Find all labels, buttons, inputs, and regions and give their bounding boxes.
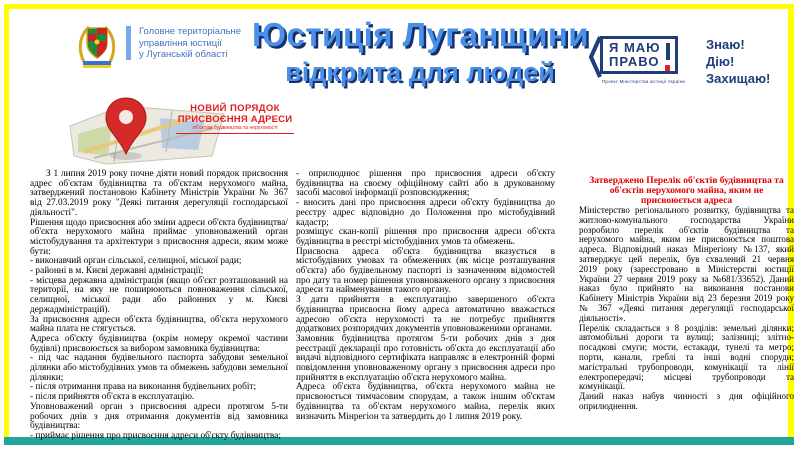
paragraph: Адреса об'єкту будівництва (окрім номеру окремої частини будівлі) присвоюється за вибором замовника будівництва: xyxy=(30,333,288,354)
imp-line2: ПРАВО xyxy=(609,54,660,69)
paragraph: Даний наказ набув чинності з дня офіційного оприлюднення. xyxy=(579,391,794,411)
paragraph: розміщує скан-копії рішення про присвоєння адреси об'єкта будівництва в реєстрі містобудівних умов та обмежень. xyxy=(296,227,555,247)
border-left xyxy=(4,4,9,438)
column-2 xyxy=(296,170,555,422)
paragraph: - районні в м. Києві державні адміністрації; xyxy=(30,266,204,277)
imp-slogan xyxy=(706,36,770,87)
imp-logo-box xyxy=(600,36,678,74)
section-heading: Затверджено Перелік об'єктів будівництва та об'єктів нерухомого майна, яким не присвоюється адреса xyxy=(589,176,784,206)
coat-of-arms-icon xyxy=(76,22,118,70)
paragraph: Перелік складається з 8 розділів: земельні ділянки; автомобільні дороги та вулиці; залізниці; злітно-посадкові смуги; мости, естакади, тунелі та метро; порти, канали, греблі та інші водні споруди; магістральні трубопроводи, комунікації та лінії електропередачі; місцеві трубопроводи та комунікації. xyxy=(579,322,794,392)
banner-line1: НОВИЙ ПОРЯДОК xyxy=(190,103,280,114)
paragraph: З 1 липня 2019 року почне діяти новий порядок присвоєння адрес об'єктам будівництва та об'єктам нерухомого майна, затверджений постановою Кабінету Міністрів України № 367 від 27.03.2019 року "Деякі питання дерегуляції господарської діяльності". xyxy=(30,169,288,218)
org-logo-block xyxy=(76,22,241,70)
paragraph: - місцева державна адміністрація (якщо об'єкт розташований на території, на яку не поширюються повноваження сільської, селищної, міської ради або районних у м. Києві держадміністрацій). xyxy=(30,275,288,315)
paragraph: Адреса об'єкта будівництва, об'єкта нерухомого майна не присвоюється тимчасовим спорудам, а також іншим об'єктам будівництва та об'єктам нерухомого майна, перелік яких визначить Мінрегіон та затвердить до 1 липня 2019 року. xyxy=(296,382,555,422)
title-block xyxy=(252,16,588,88)
org-name-line2: управління юстиції xyxy=(139,37,222,49)
imp-caption: Проект Міністерства юстиції України xyxy=(602,79,686,84)
paragraph: Присвоєна адреса об'єкта будівництва вказується в містобудівних умовах та обмеженнях (як місце розташування об'єкта) або будівельному паспорті із зазначенням відомостей про дату та номер рішення уповноваженого органу з присвоєння адреси та найменування такого органу. xyxy=(296,246,555,296)
page-subtitle: відкрита для людей xyxy=(285,57,555,87)
column-3 xyxy=(579,176,794,412)
paragraph: - вносить дані про присвоєння адреси об'єкту будівництва до реєстру адрес відповідно до Положення про містобудівний кадастр; xyxy=(296,198,555,228)
paragraph: Замовник будівництва протягом 5-ти робочих днів з дня реєстрації декларації про готовність об'єкта до експлуатації або видачі відповідного сертифіката направляє в електронній формі повідомлення уповноваженому органу з присвоєння адреси про прийняття в експлуатацію об'єкта нерухомого майна. xyxy=(296,333,555,383)
paragraph: - під час надання будівельного паспорта забудови земельної ділянки або містобудівних умов та обмежень забудови земельної ділянки; xyxy=(30,353,288,383)
paragraph: - виконавчий орган сільської, селищної, міської ради; xyxy=(30,256,242,267)
paragraph: - приймає рішення про присвоєння адреси об'єкту будівництва; xyxy=(30,430,281,441)
imp-line1: Я МАЮ xyxy=(609,40,661,55)
border-top xyxy=(4,4,794,9)
paragraph: Міністерство регіонального розвитку, будівництва та житлово-комунального господарства України розробило перелік об'єктів будівництва та нерухомого майна, яким не присвоюється поштова адреса. Відповідний наказ Мінрегіону №137, який затверджує цей перелік, був схвалений 21 червня 2019 року (зареєстровано в Міністерстві юстиції України 27 червня 2019 року за №681/33652). Даний наказ було прийнято на виконання постанови Кабінету Міністрів України від 23 березня 2019 року № 367 «Деякі питання дерегуляції господарської діяльності». xyxy=(579,205,794,323)
logo-divider xyxy=(126,26,131,60)
page-title: Юстиція Луганщини xyxy=(252,16,590,53)
slogan-line1: Знаю! xyxy=(706,37,745,52)
paragraph: - після отримання права на виконання будівельних робіт; xyxy=(30,382,257,393)
paragraph: - після прийняття об'єкта в експлуатацію. xyxy=(30,392,195,403)
column-1 xyxy=(30,170,288,442)
i-have-a-right-logo xyxy=(590,36,771,86)
org-name-line3: у Луганській області xyxy=(139,49,228,60)
org-name xyxy=(139,22,241,61)
paragraph: З дати прийняття в експлуатацію завершеного об'єкта будівництва присвоєна йому адреса автоматично вважається адресою об'єкта нерухомості та не потребує прийняття додаткових розпорядчих документів уповноваженими органами. xyxy=(296,295,555,335)
org-name-line1: Головне територіальне xyxy=(139,26,242,37)
slogan-line3: Захищаю! xyxy=(706,71,771,86)
paragraph: За присвоєння адреси об'єкта будівництва, об'єкта нерухомого майна плата не стягується. xyxy=(30,314,288,335)
banner-text xyxy=(176,103,294,134)
banner-line2: ПРИСВОЄННЯ АДРЕСИ xyxy=(177,114,293,125)
slogan-line2: Дію! xyxy=(706,54,735,69)
banner-line3: об'єктам будівництва та нерухомості xyxy=(176,125,294,134)
exclamation-icon xyxy=(666,43,670,60)
paragraph: - оприлюднює рішення про присвоєння адреси об'єкту будівництва на своєму офіційному сайті або в друкованому засобі масової інформації розповсюдження; xyxy=(296,169,555,199)
paragraph: Рішення щодо присвоєння або зміни адреси об'єкта будівництва/об'єкта нерухомого майна приймає уповноважений орган містобудування та архітектури з присвоєння адреси, яким може бути: xyxy=(30,217,288,257)
exclamation-dot-icon xyxy=(665,65,670,71)
paragraph: Уповноважений орган з присвоєння адреси протягом 5-ти робочих днів з дня отримання документів від замовника будівництва: xyxy=(30,401,288,432)
